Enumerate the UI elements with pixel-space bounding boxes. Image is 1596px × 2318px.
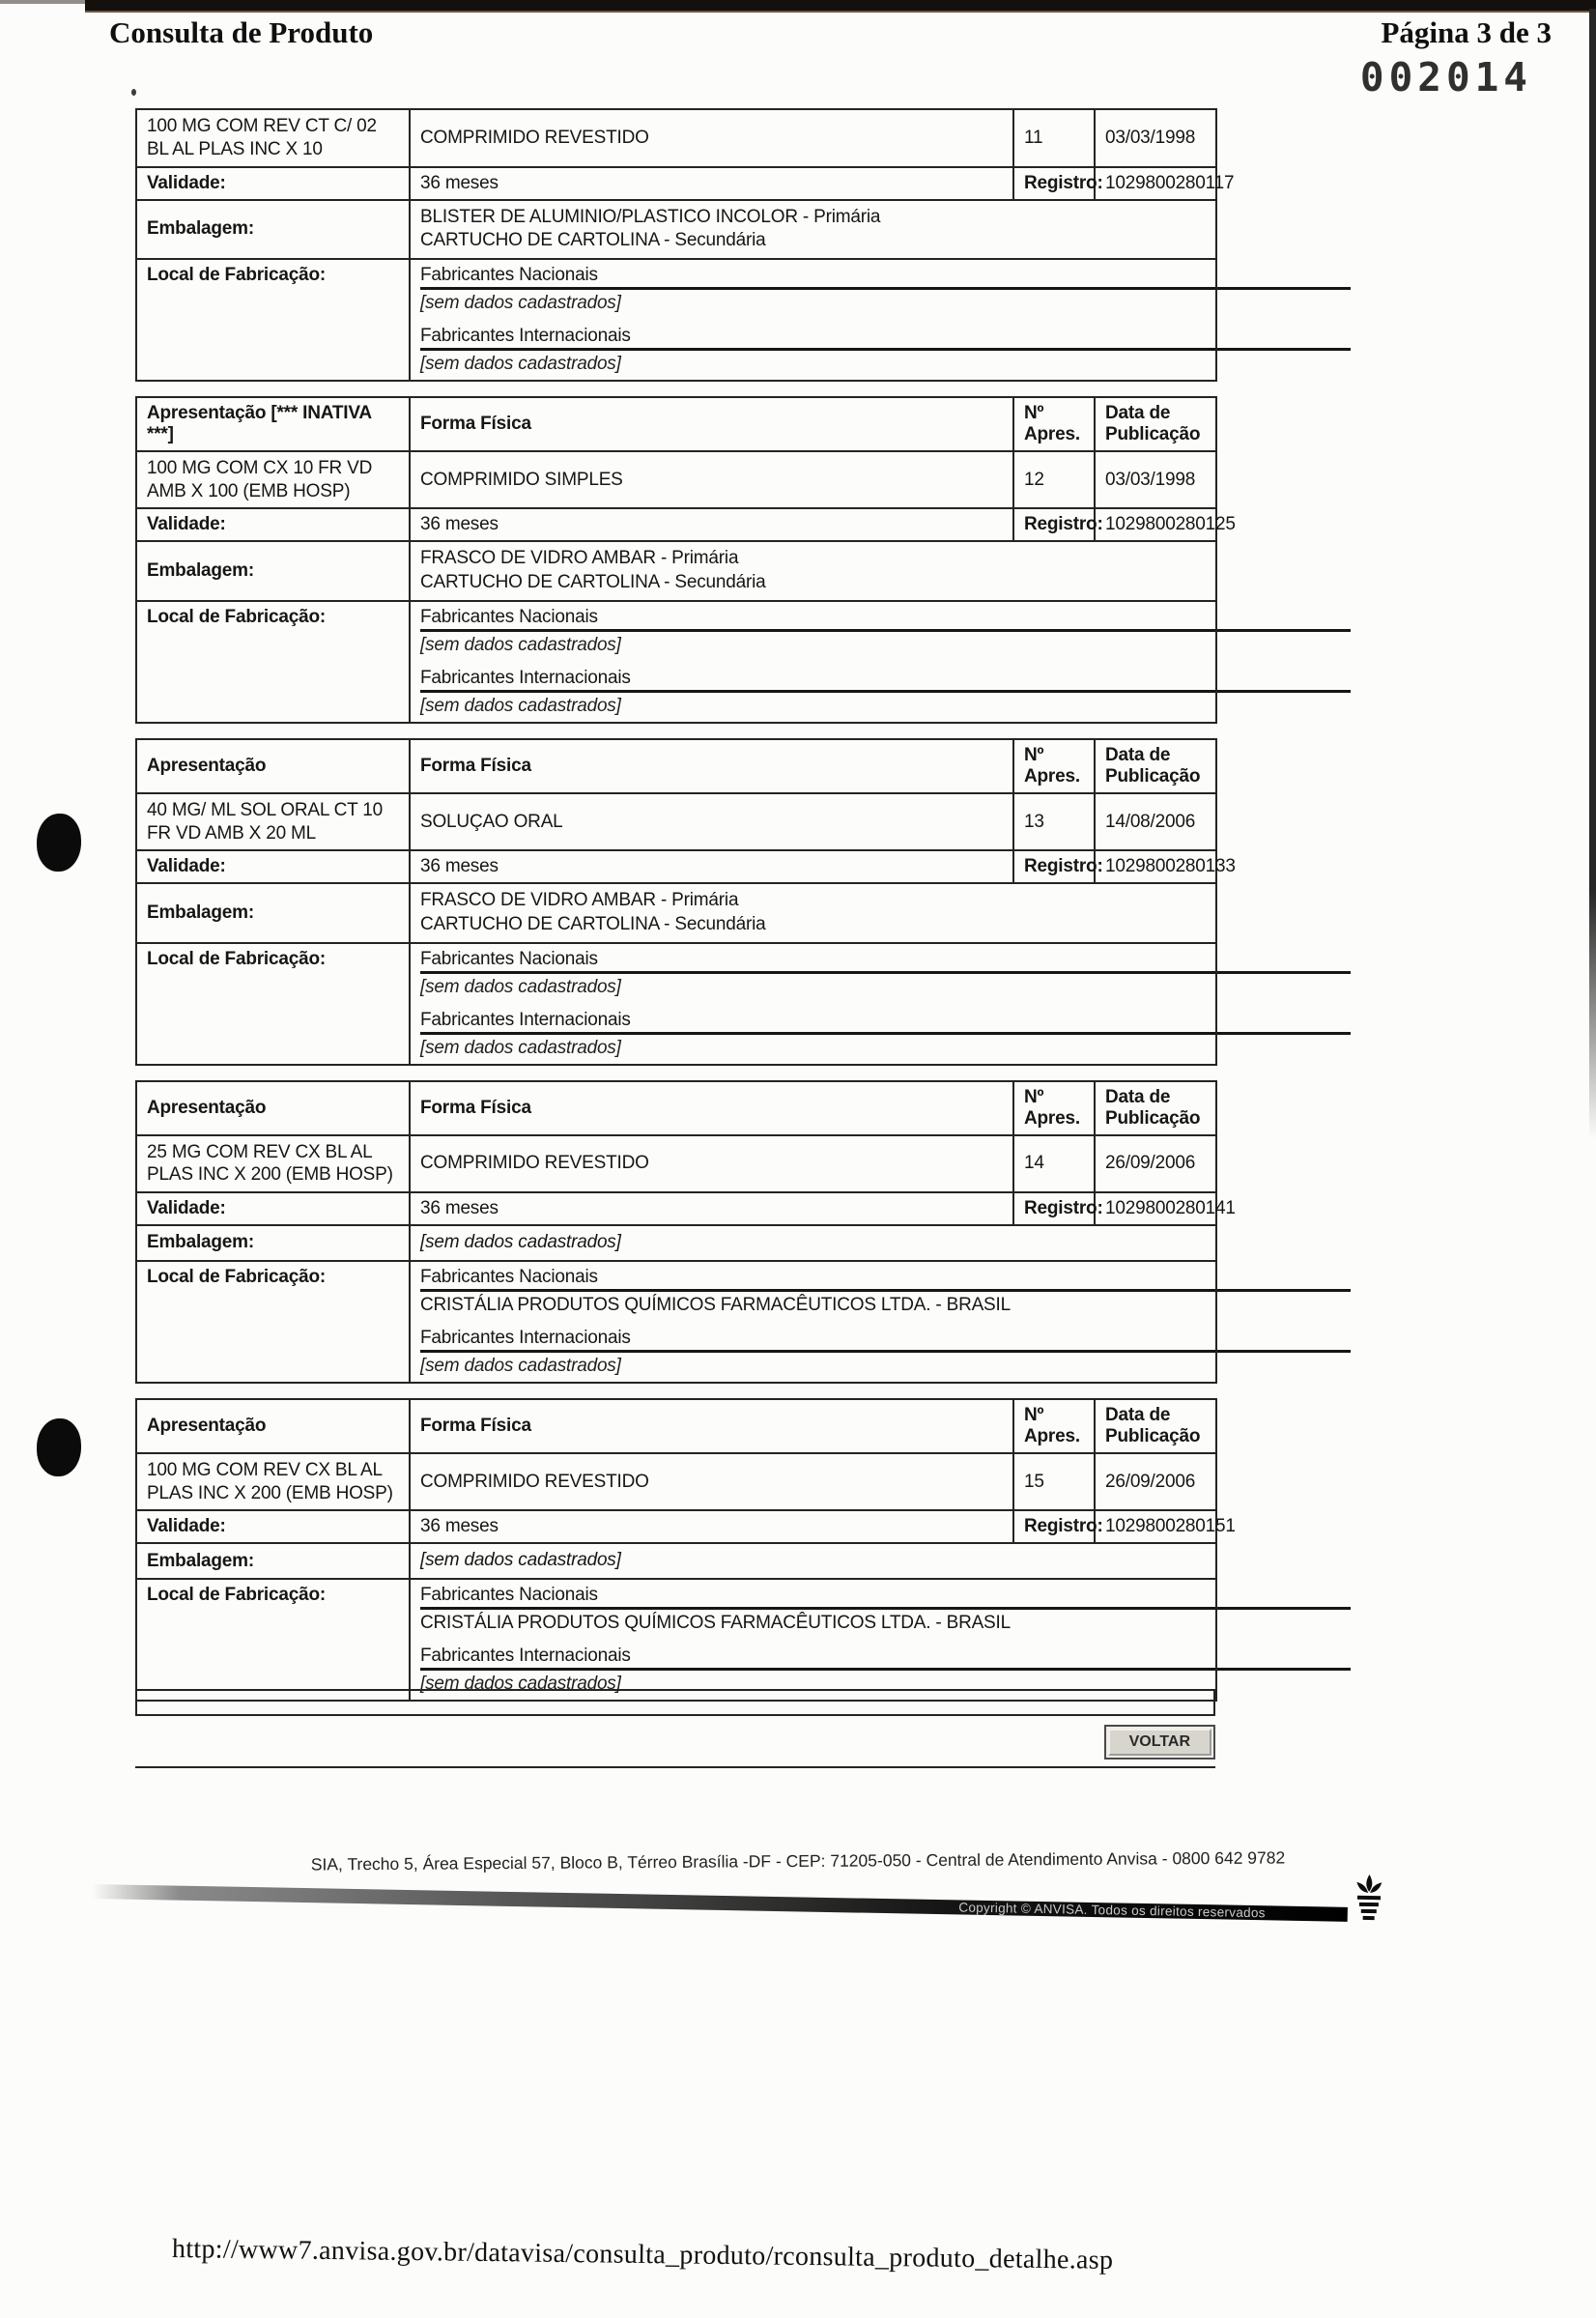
- validade-row: [136, 1192, 1216, 1225]
- validade-label: Validade:: [136, 508, 410, 541]
- voltar-button-row: [135, 1716, 1215, 1768]
- registro-value: 1029800280141: [1095, 1192, 1216, 1225]
- forma-fisica-header: Forma Física: [410, 397, 1013, 451]
- data-publicacao-value: 26/09/2006: [1095, 1135, 1216, 1193]
- validade-value: 36 meses: [410, 1192, 1013, 1225]
- voltar-button-frame: [1104, 1725, 1215, 1760]
- fabricantes-nacionais-value: [sem dados cadastrados]: [420, 976, 621, 997]
- fabricantes-nacionais-value: CRISTÁLIA PRODUTOS QUÍMICOS FARMACÊUTICOS LTDA. - BRASIL: [420, 1613, 1011, 1633]
- sections: [135, 108, 1236, 1716]
- local-fabricacao-row: [136, 1261, 1216, 1383]
- data-publicacao-value: 03/03/1998: [1095, 451, 1216, 509]
- presentation-data-row: [136, 451, 1216, 509]
- embalagem-label: Embalagem:: [136, 541, 410, 600]
- fabricantes-internacionais-heading: Fabricantes Internacionais: [420, 668, 1351, 693]
- validade-label: Validade:: [136, 850, 410, 883]
- embalagem-value: [sem dados cadastrados]: [410, 1225, 1216, 1261]
- local-fabricacao-label: Local de Fabricação:: [136, 1579, 410, 1701]
- fabricantes-nacionais-value: [sem dados cadastrados]: [420, 292, 621, 313]
- apresentacao-value: 100 MG COM REV CT C/ 02 BL AL PLAS INC X 10: [136, 109, 410, 167]
- embalagem-label: Embalagem:: [136, 883, 410, 942]
- anvisa-logo-icon: [1350, 1873, 1387, 1929]
- validade-value: 36 meses: [410, 167, 1013, 200]
- fabricantes-nacionais-heading: Fabricantes Nacionais: [420, 1585, 1351, 1610]
- hole-punch-mark: [37, 814, 81, 872]
- n-apres-header: Nº Apres.: [1013, 739, 1095, 793]
- bottom-frame: [135, 1689, 1215, 1768]
- n-apres-value: 11: [1013, 109, 1095, 167]
- data-publicacao-value: 03/03/1998: [1095, 109, 1216, 167]
- presentation-data-row: [136, 1453, 1216, 1511]
- fabricantes-internacionais-heading: Fabricantes Internacionais: [420, 1328, 1351, 1353]
- registro-label: Registro:: [1013, 1192, 1095, 1225]
- section-header-row: [136, 1081, 1216, 1135]
- n-apres-header: Nº Apres.: [1013, 397, 1095, 451]
- validade-label: Validade:: [136, 1192, 410, 1225]
- fabricantes-nacionais-heading: Fabricantes Nacionais: [420, 265, 1351, 290]
- n-apres-header: Nº Apres.: [1013, 1399, 1095, 1453]
- apresentacao-header: Apresentação: [136, 1399, 410, 1453]
- apresentacao-header: Apresentação: [136, 1081, 410, 1135]
- validade-row: [136, 850, 1216, 883]
- document-header: [109, 15, 1552, 50]
- forma-fisica-value: SOLUÇAO ORAL: [410, 793, 1013, 851]
- presentation-section-table: [135, 1398, 1236, 1702]
- voltar-button[interactable]: VOLTAR: [1108, 1729, 1211, 1756]
- registro-value: 1029800280133: [1095, 850, 1216, 883]
- presentation-data-row: [136, 793, 1216, 851]
- data-publicacao-header: Data de Publicação: [1095, 739, 1216, 793]
- validade-row: [136, 1510, 1216, 1543]
- local-fabricacao-row: [136, 943, 1216, 1065]
- presentation-section-table: [135, 396, 1236, 724]
- embalagem-value: [sem dados cadastrados]: [410, 1543, 1216, 1579]
- embalagem-label: Embalagem:: [136, 200, 410, 259]
- embalagem-value: FRASCO DE VIDRO AMBAR - Primária CARTUCHO DE CARTOLINA - Secundária: [410, 883, 1216, 942]
- fabricantes-internacionais-heading: Fabricantes Internacionais: [420, 1010, 1351, 1035]
- n-apres-value: 14: [1013, 1135, 1095, 1193]
- validade-value: 36 meses: [410, 508, 1013, 541]
- fabricantes-internacionais-value: [sem dados cadastrados]: [420, 1355, 621, 1376]
- apresentacao-value: 40 MG/ ML SOL ORAL CT 10 FR VD AMB X 20 ML: [136, 793, 410, 851]
- forma-fisica-value: COMPRIMIDO SIMPLES: [410, 451, 1013, 509]
- forma-fisica-value: COMPRIMIDO REVESTIDO: [410, 1135, 1013, 1193]
- registro-label: Registro:: [1013, 167, 1095, 200]
- embalagem-value: FRASCO DE VIDRO AMBAR - Primária CARTUCHO DE CARTOLINA - Secundária: [410, 541, 1216, 600]
- validade-label: Validade:: [136, 167, 410, 200]
- local-fabricacao-value: [410, 943, 1216, 1065]
- presentation-section-table: [135, 108, 1235, 382]
- fabricantes-nacionais-heading: Fabricantes Nacionais: [420, 949, 1351, 974]
- data-publicacao-header: Data de Publicação: [1095, 1081, 1216, 1135]
- fabricantes-internacionais-value: [sem dados cadastrados]: [420, 1674, 621, 1694]
- n-apres-value: 13: [1013, 793, 1095, 851]
- fabricantes-internacionais-value: [sem dados cadastrados]: [420, 353, 621, 374]
- scan-edge-top: [85, 0, 1596, 13]
- copyright-bar: [92, 1884, 1348, 1922]
- presentation-data-row: [136, 1135, 1216, 1193]
- local-fabricacao-label: Local de Fabricação:: [136, 943, 410, 1065]
- section-header-row: [136, 397, 1216, 451]
- presentation-data-row: [136, 109, 1216, 167]
- forma-fisica-header: Forma Física: [410, 1081, 1013, 1135]
- forma-fisica-header: Forma Física: [410, 739, 1013, 793]
- fabricantes-nacionais-heading: Fabricantes Nacionais: [420, 1267, 1351, 1292]
- embalagem-value: BLISTER DE ALUMINIO/PLASTICO INCOLOR - Primária CARTUCHO DE CARTOLINA - Secundária: [410, 200, 1216, 259]
- embalagem-row: [136, 1225, 1216, 1261]
- fabricantes-internacionais-value: [sem dados cadastrados]: [420, 1037, 621, 1058]
- data-publicacao-header: Data de Publicação: [1095, 397, 1216, 451]
- page-title: Consulta de Produto: [109, 15, 374, 49]
- registro-label: Registro:: [1013, 508, 1095, 541]
- validade-value: 36 meses: [410, 1510, 1013, 1543]
- copyright-text: Copyright © ANVISA. Todos os direitos reservados: [958, 1900, 1266, 1921]
- fabricantes-nacionais-value: [sem dados cadastrados]: [420, 634, 621, 655]
- local-fabricacao-value: [410, 1579, 1216, 1701]
- local-fabricacao-value: [410, 601, 1216, 723]
- local-fabricacao-row: [136, 1579, 1216, 1701]
- registro-value: 1029800280125: [1095, 508, 1216, 541]
- local-fabricacao-label: Local de Fabricação:: [136, 1261, 410, 1383]
- local-fabricacao-label: Local de Fabricação:: [136, 601, 410, 723]
- registro-value: 1029800280151: [1095, 1510, 1216, 1543]
- fabricantes-nacionais-heading: Fabricantes Nacionais: [420, 607, 1351, 632]
- validade-row: [136, 167, 1216, 200]
- stamp-number: 002014: [1359, 54, 1532, 100]
- forma-fisica-header: Forma Física: [410, 1399, 1013, 1453]
- fabricantes-internacionais-heading: Fabricantes Internacionais: [420, 1645, 1351, 1671]
- registro-label: Registro:: [1013, 850, 1095, 883]
- local-fabricacao-row: [136, 601, 1216, 723]
- embalagem-row: [136, 541, 1216, 600]
- apresentacao-header: Apresentação [*** INATIVA ***]: [136, 397, 410, 451]
- data-publicacao-header: Data de Publicação: [1095, 1399, 1216, 1453]
- embalagem-row: [136, 883, 1216, 942]
- validade-label: Validade:: [136, 1510, 410, 1543]
- presentation-section-table: [135, 738, 1236, 1066]
- fabricantes-internacionais-heading: Fabricantes Internacionais: [420, 326, 1351, 351]
- embalagem-label: Embalagem:: [136, 1543, 410, 1579]
- page-indicator: Página 3 de 3: [1381, 15, 1552, 49]
- registro-label: Registro:: [1013, 1510, 1095, 1543]
- embalagem-row: [136, 1543, 1216, 1579]
- empty-form-box: [135, 1689, 1215, 1716]
- local-fabricacao-row: [136, 259, 1216, 381]
- footer-address: SIA, Trecho 5, Área Especial 57, Bloco B, Térreo Brasília -DF - CEP: 71205-050 - Central de Atendimento Anvisa - 0800 642 9782: [310, 1847, 1286, 1874]
- forma-fisica-value: COMPRIMIDO REVESTIDO: [410, 109, 1013, 167]
- n-apres-header: Nº Apres.: [1013, 1081, 1095, 1135]
- fabricantes-nacionais-value: CRISTÁLIA PRODUTOS QUÍMICOS FARMACÊUTICOS LTDA. - BRASIL: [420, 1294, 1011, 1315]
- local-fabricacao-label: Local de Fabricação:: [136, 259, 410, 381]
- hole-punch-mark: [37, 1418, 81, 1476]
- forma-fisica-value: COMPRIMIDO REVESTIDO: [410, 1453, 1013, 1511]
- fabricantes-internacionais-value: [sem dados cadastrados]: [420, 695, 621, 716]
- section-header-row: [136, 1399, 1216, 1453]
- scan-edge-top-left: [0, 0, 85, 4]
- scan-edge-right: [1589, 9, 1596, 1139]
- document-url: http://www7.anvisa.gov.br/datavisa/consulta_produto/rconsulta_produto_detalhe.asp: [171, 2234, 1114, 2275]
- validade-value: 36 meses: [410, 850, 1013, 883]
- registro-value: 1029800280117: [1095, 167, 1216, 200]
- embalagem-row: [136, 200, 1216, 259]
- scan-speck: [131, 89, 136, 96]
- validade-row: [136, 508, 1216, 541]
- apresentacao-value: 100 MG COM REV CX BL AL PLAS INC X 200 (EMB HOSP): [136, 1453, 410, 1511]
- presentation-section-table: [135, 1080, 1236, 1384]
- embalagem-label: Embalagem:: [136, 1225, 410, 1261]
- apresentacao-header: Apresentação: [136, 739, 410, 793]
- apresentacao-value: 100 MG COM CX 10 FR VD AMB X 100 (EMB HOSP): [136, 451, 410, 509]
- data-publicacao-value: 14/08/2006: [1095, 793, 1216, 851]
- apresentacao-value: 25 MG COM REV CX BL AL PLAS INC X 200 (EMB HOSP): [136, 1135, 410, 1193]
- local-fabricacao-value: [410, 259, 1216, 381]
- local-fabricacao-value: [410, 1261, 1216, 1383]
- section-header-row: [136, 739, 1216, 793]
- n-apres-value: 12: [1013, 451, 1095, 509]
- n-apres-value: 15: [1013, 1453, 1095, 1511]
- data-publicacao-value: 26/09/2006: [1095, 1453, 1216, 1511]
